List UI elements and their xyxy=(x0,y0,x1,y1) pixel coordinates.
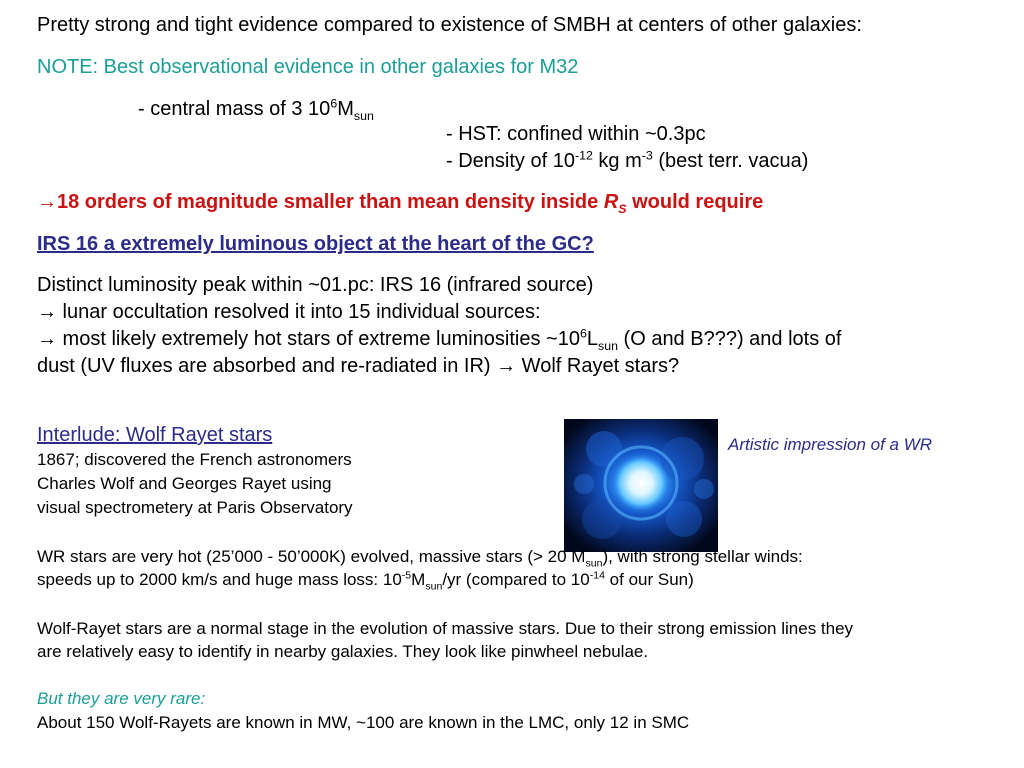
right-arrow-icon: → xyxy=(37,328,57,350)
note-text: NOTE: Best observational evidence in other galaxies for M32 xyxy=(37,56,579,78)
wolf-rayet-star-image xyxy=(564,419,718,552)
irs16-line-2: → lunar occultation resolved it into 15 individual sources: xyxy=(37,301,541,323)
interlude-heading[interactable]: Interlude: Wolf Rayet stars xyxy=(37,424,273,446)
irs16-line-1: Distinct luminosity peak within ~01.pc: IRS 16 (infrared source) xyxy=(37,274,594,296)
right-arrow-icon: → xyxy=(496,355,517,377)
interlude-line-3: visual spectrometery at Paris Observatory xyxy=(37,498,353,517)
irs16-line-4: dust (UV fluxes are absorbed and re-radiated in IR) → Wolf Rayet stars? xyxy=(37,355,680,377)
right-arrow-icon: → xyxy=(37,301,57,323)
intro-text: Pretty strong and tight evidence compared to existence of SMBH at centers of other galaxies: xyxy=(37,14,862,36)
interlude-line-1: 1867; discovered the French astronomers xyxy=(37,450,352,469)
wr-speed-line: speeds up to 2000 km/s and huge mass loss: $10^{-5}M_{sun}/yr$ (compared to $10^{-14}$ of our Sun) xyxy=(37,569,694,593)
wr-known-line: About 150 Wolf-Rayets are known in MW, ~100 are known in the LMC, only 12 in SMC xyxy=(37,713,690,732)
irs16-line-3: → most likely extremely hot stars of extreme luminosities $\sim 10^6L_{sun}$ (O and B???) and lots of xyxy=(37,326,842,353)
irs16-heading: IRS 16 a extremely luminous object at the heart of the GC? xyxy=(37,233,594,255)
wr-rare-line: But they are very rare: xyxy=(37,689,206,708)
wr-normal-line-2: are relatively easy to identify in nearby galaxies. They look like pinwheel nebulae. xyxy=(37,642,649,661)
hst-line: - HST: confined within ~0.3pc xyxy=(446,123,706,145)
central-mass-line: - central mass of 3 $10^6M_{sun}$ xyxy=(138,96,374,123)
conclusion-line: →18 orders of magnitude smaller than mean density inside $R_S$ would require xyxy=(37,191,764,216)
wolf-rayet-star-illustration xyxy=(564,419,718,552)
image-caption: Artistic impression of a WR xyxy=(728,435,933,454)
wr-hot-line: WR stars are very hot (25’000 - 50’000K) evolved, massive stars (> 20 $M_{sun}$), with strong stellar winds: xyxy=(37,547,803,570)
density-line: - Density of $10^{-12}$ kg $m^{-3}$ (best terr. vacua) xyxy=(446,148,809,172)
interlude-line-2: Charles Wolf and Georges Rayet using xyxy=(37,474,332,493)
right-arrow-icon: → xyxy=(37,191,57,213)
wr-normal-line-1: Wolf-Rayet stars are a normal stage in the evolution of massive stars. Due to their strong emission lines they xyxy=(37,619,854,638)
